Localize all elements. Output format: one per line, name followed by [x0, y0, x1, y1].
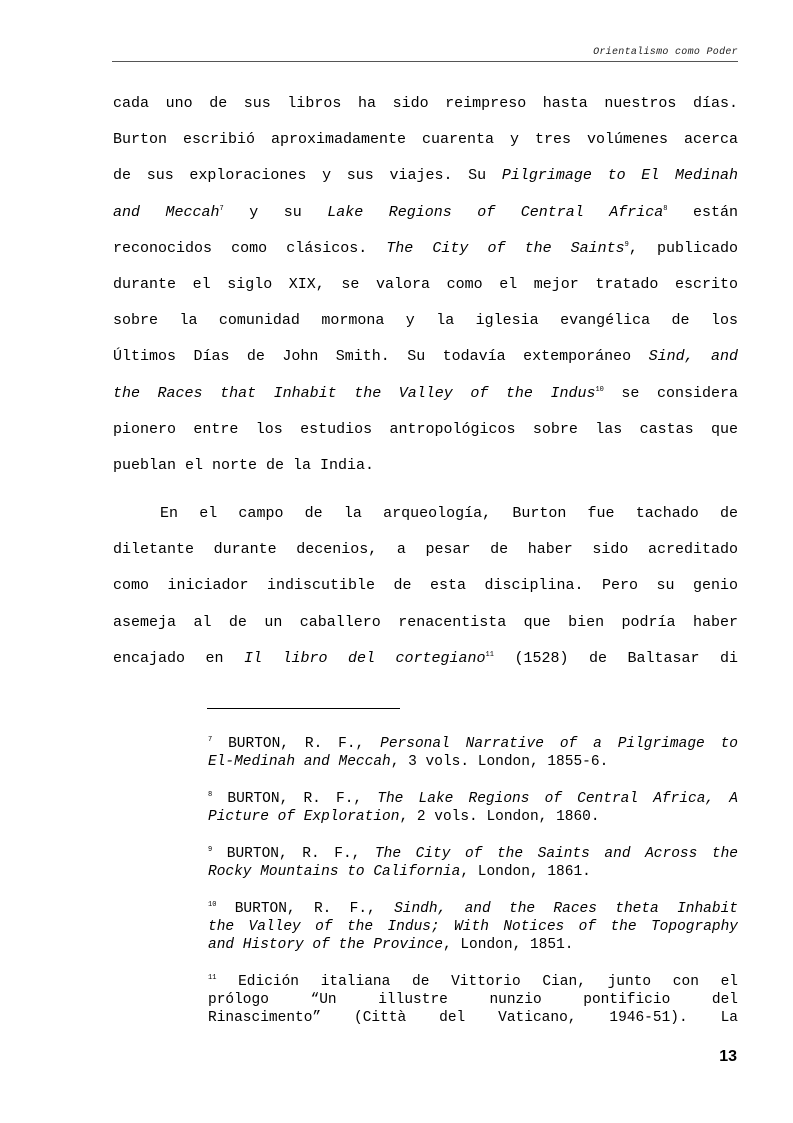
- footnote-8: [208, 790, 738, 826]
- footnote-number: 8: [208, 791, 213, 799]
- text-span: Burton escribió aproximadamente cuarenta y tres volúmenes acerca: [113, 131, 738, 149]
- footnote-line: [208, 1009, 738, 1027]
- text-span: En el campo de la arqueología, Burton fue tachado de: [160, 505, 738, 523]
- text-line: [113, 496, 738, 532]
- text-line: [113, 303, 738, 339]
- book-title: Picture of Exploration: [208, 809, 400, 825]
- text-line: [113, 448, 738, 484]
- footnote-line: [208, 753, 738, 771]
- text-span: pionero entre los estudios antropológicos sobre las castas que: [113, 420, 738, 438]
- paragraph-1: [113, 86, 738, 484]
- paragraph-2: [113, 496, 738, 677]
- book-title: and Meccah: [113, 203, 220, 221]
- footnote-ref[interactable]: 9: [624, 240, 629, 249]
- text-line: [113, 122, 738, 158]
- text-span: sobre la comunidad mormona y la iglesia evangélica de los: [113, 312, 738, 330]
- text-span: prólogo “Un illustre nunzio pontificio del: [208, 992, 738, 1008]
- book-title: Sindh, and the Races theta Inhabit: [394, 901, 738, 917]
- footnote-line: [208, 900, 738, 918]
- footnote-line: [208, 918, 738, 936]
- book-title: Sind, and: [648, 348, 738, 366]
- footnote-11: [208, 973, 738, 1027]
- footnote-7: [208, 735, 738, 771]
- text-span: reconocidos como clásicos.: [113, 239, 387, 257]
- footnote-number: 10: [208, 901, 217, 909]
- footnote-line: [208, 973, 738, 991]
- text-span: durante el siglo XIX, se valora como el mejor tratado escrito: [113, 275, 738, 293]
- body-text: [113, 86, 738, 677]
- footnote-line: [208, 845, 738, 863]
- book-title: and History of the Province: [208, 937, 443, 953]
- text-span: , 2 vols. London, 1860.: [399, 809, 600, 825]
- text-span: asemeja al de un caballero renacentista que bien podría haber: [113, 613, 738, 631]
- book-title: Pilgrimage to El Medinah: [501, 167, 738, 185]
- footnote-line: [208, 863, 738, 881]
- text-span: , London, 1851.: [442, 937, 574, 953]
- text-line: [113, 267, 738, 303]
- text-line: [113, 158, 738, 194]
- header-rule: [112, 61, 738, 62]
- text-span: como iniciador indiscutible de esta disciplina. Pero su genio: [113, 577, 738, 595]
- footnote-10: [208, 900, 738, 954]
- book-title: the Valley of the Indus; With Notices of the Topography: [208, 919, 738, 935]
- text-line: [113, 231, 738, 267]
- footnote-ref[interactable]: 8: [663, 204, 668, 213]
- text-span: están: [667, 203, 738, 221]
- text-span: pueblan el norte de la India.: [113, 456, 375, 474]
- text-span: encajado en: [113, 649, 245, 667]
- text-span: de sus exploraciones y sus viajes. Su: [113, 167, 502, 185]
- text-span: Últimos Días de John Smith. Su todavía extemporáneo: [113, 348, 649, 366]
- text-line: [113, 605, 738, 641]
- text-line: [113, 86, 738, 122]
- book-title: The City of the Saints and Across the: [374, 846, 738, 862]
- book-title: Il libro del cortegiano: [244, 649, 486, 667]
- footnote-9: [208, 845, 738, 881]
- text-span: , 3 vols. London, 1855-6.: [390, 754, 609, 770]
- text-span: Rinascimento” (Città del Vaticano, 1946-51). La: [208, 1010, 738, 1026]
- footnote-number: 9: [208, 846, 213, 854]
- book-title: Rocky Mountains to California: [208, 864, 461, 880]
- book-title: The City of the Saints: [386, 239, 625, 257]
- book-title: the Races that Inhabit the Valley of the Indus: [113, 384, 596, 402]
- text-line: [113, 641, 738, 677]
- footnote-line: [208, 790, 738, 808]
- text-line: [113, 195, 738, 231]
- text-span: (1528) de Baltasar di: [493, 649, 738, 667]
- footnote-ref[interactable]: 7: [219, 204, 224, 213]
- text-span: , publicado: [628, 239, 738, 257]
- footnote-separator: [207, 708, 400, 709]
- text-span: se considera: [603, 384, 738, 402]
- text-span: y su: [223, 203, 328, 221]
- book-title: Personal Narrative of a Pilgrimage to: [380, 736, 738, 752]
- text-span: diletante durante decenios, a pesar de haber sido acreditado: [113, 541, 738, 559]
- book-title: El-Medinah and Meccah: [208, 754, 391, 770]
- footnote-ref[interactable]: 11: [485, 650, 494, 659]
- page-number: 13: [719, 1048, 737, 1065]
- book-title: Lake Regions of Central Africa: [327, 203, 664, 221]
- text-line: [113, 339, 738, 375]
- book-title: The Lake Regions of Central Africa, A: [377, 791, 738, 807]
- footnotes: [208, 735, 738, 1046]
- footnote-number: 11: [208, 974, 217, 982]
- footnote-line: [208, 808, 738, 826]
- footnote-line: [208, 936, 738, 954]
- text-span: , London, 1861.: [460, 864, 591, 880]
- text-span: Edición italiana de Vittorio Cian, junto con el: [216, 974, 738, 990]
- footnote-ref[interactable]: 10: [595, 385, 604, 394]
- footnote-line: [208, 735, 738, 753]
- footnote-line: [208, 991, 738, 1009]
- footnote-number: 7: [208, 736, 213, 744]
- text-span: BURTON, R. F.,: [212, 736, 381, 752]
- text-span: BURTON, R. F.,: [212, 791, 378, 807]
- text-span: cada uno de sus libros ha sido reimpreso hasta nuestros días.: [113, 95, 738, 112]
- text-line: [113, 376, 738, 412]
- text-span: BURTON, R. F.,: [212, 846, 375, 862]
- text-line: [113, 568, 738, 604]
- text-line: [113, 532, 738, 568]
- text-line: [113, 412, 738, 448]
- running-header: Orientalismo como Poder: [593, 47, 738, 58]
- text-span: BURTON, R. F.,: [216, 901, 395, 917]
